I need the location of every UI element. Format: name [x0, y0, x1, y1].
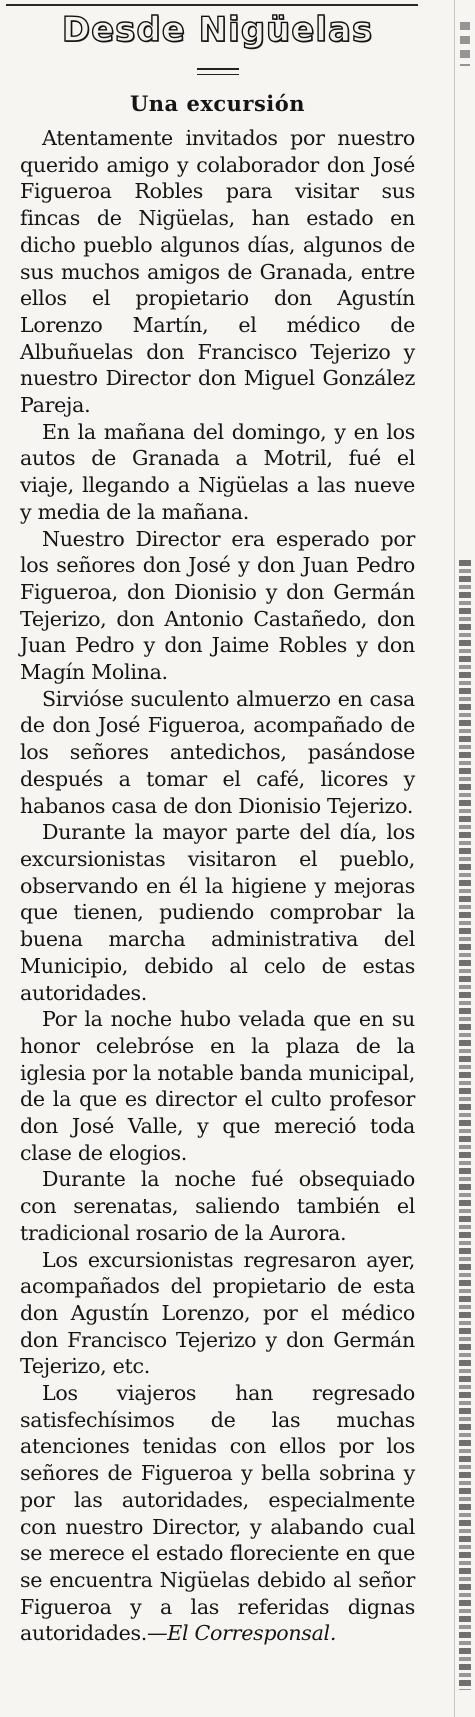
paragraph: Los excursionistas regresaron ayer, acompañados del propietario de esta don Agustín Lorenzo, por el médico don Francisco Tejerizo y don Germán Tejerizo, etc.: [20, 1247, 415, 1379]
headline-ornament-rule: [197, 68, 239, 75]
paragraph: Nuestro Director era esperado por los señores don José y don Juan Pedro Figueroa, don Dionisio y don Germán Tejerizo, don Antonio Castañedo, don Juan Pedro y don Jaime Robles y don Magín Molina.: [20, 526, 415, 685]
top-rule: [6, 4, 418, 6]
paragraph: Sirvióse suculento almuerzo en casa de don José Figueroa, acompañado de los señores antedichos, pasándose después a tomar el café, licores y habanos casa de don Dionisio Tejerizo.: [20, 686, 415, 818]
article-body: [20, 125, 415, 1647]
paragraph: Durante la noche fué obsequiado con serenatas, saliendo también el tradicional rosario de la Aurora.: [20, 1167, 415, 1245]
adjacent-column-fragment: [460, 22, 470, 66]
paragraph-final-text: Los viajeros han regresado satisfechísimos de las muchas atenciones tenidas con ellos por los señores de Figueroa y bella sobrina y por las autoridades, especialmente con nuestro Director, y alabando cual se merece el estado floreciente en que se encuentra Nigüelas debido al señor Figueroa y a las referidas dignas autoridades.: [20, 1381, 415, 1646]
paragraph: Por la noche hubo velada que en su honor celebróse en la plaza de la iglesia por la notable banda municipal, de la que es director el culto profesor don José Valle, y que mereció toda clase de elogios.: [20, 1007, 416, 1165]
article: [20, 8, 415, 1647]
adjacent-column-edge: [454, 0, 475, 1717]
article-headline: Desde Nigüelas: [61, 10, 374, 50]
paragraph: En la mañana del domingo, y en los autos de Granada a Motril, fué el viaje, llegando a Nigüelas a las nueve y media de la mañana.: [20, 419, 415, 524]
paragraph: Durante la mayor parte del día, los excursionistas visitaron el pueblo, observando en él la higiene y mejoras que tienen, pudiendo comprobar la buena marcha administrativa del Municipio, debido al celo de estas autoridades.: [20, 820, 415, 1005]
signature: —El Corresponsal.: [147, 1621, 337, 1646]
adjacent-column-fragment: [459, 560, 471, 1690]
paragraph-final: [20, 1380, 415, 1647]
paragraph: Atentamente invitados por nuestro querido amigo y colaborador don José Figueroa Robles para visitar sus fincas de Nigüelas, han estado en dicho pueblo algunos días, algunos de sus muchos amigos de Granada, entre ellos el propietario don Agustín Lorenzo Martín, el médico de Albuñuelas don Francisco Tejerizo y nuestro Director don Miguel González Pareja.: [20, 126, 415, 418]
article-subhead: Una excursión: [129, 91, 306, 116]
